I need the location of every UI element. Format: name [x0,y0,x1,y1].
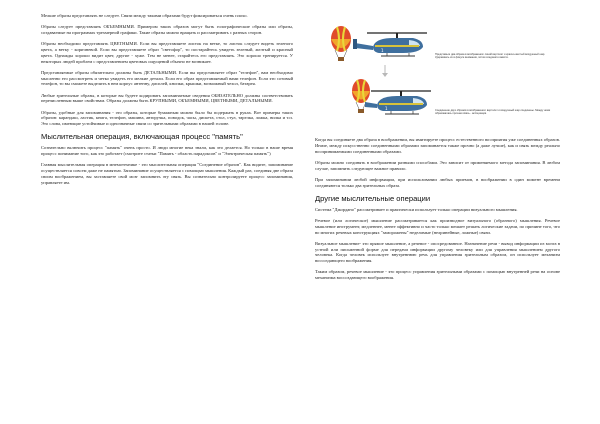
figure-caption: Представьте два образа в воображении: синий вертолет и красно-желтый воздушный шар. Удерживать их в фокусе внимания, потом соедините вместе. [435,53,546,60]
helicopter-top [353,33,427,56]
svg-text:1: 1 [381,48,384,53]
svg-text:1: 1 [385,106,388,111]
paragraph: Речевое (или логическое) мышление рассматривается как производное визуального (образного) мышления. Речевое мышление инструмент, медленнее, менее эффективно и часто только мешает решать логические задачи, по причине того, что во многих речевых конструкциях "заморожены" неделимые (нелринейные, ложные) связи. [315,217,560,235]
helicopter-bottom [365,91,431,114]
paragraph: Представляемые образы обязательно должны быть ДЕТАЛЬНЫМИ. Если вы представляете образ "телефон", вам необходимо мысленно его рассмотреть и четко увидеть его мелкие детали. Если его образ представляемый вами телефон. Если это сотовый телефон, то вы сможете выделить в нем корпус антенну, дисплей, кнопки, крышки, возможный чехол, батарея. [41,69,293,87]
left-column [41,13,293,191]
balloon-bottom [352,79,370,113]
section-heading: Мыслительная операция, включающая процесс "память" [41,132,243,142]
paragraph: Образы можно соединять в воображении разными способами. Это зависит от применяемого метода запоминания. В любом случае, запомнить следующее важное правило. [315,159,560,171]
paragraph: Образы следует представлять ОБЪЕМНЫМИ. Примером таких образов могут быть голографические образы или образы, создаваемые на программах трехмерной графики. Такие образы можно вращать и рассматривать с разных сторон. [41,24,293,35]
paragraph: Таким образом, речевое мышление - это процесс управления зрительными образами с помощью внутренней речи на основе механизма воссоздающего воображения. [315,269,560,281]
section-heading: Другие мыслительные операции [315,193,431,203]
paragraph: Визуальное мышление- это прямое мышление, а речевое - опосредованное. Назначение речи - вывод информации из мозга в устной или письменной форме для передачи информации другому человеку или для управления мышлением другого человека. Когда человек использует внутреннюю речь для управления зрительным образом, он использует механизм воссоздающего воображения. [315,240,560,264]
paragraph: При запоминании любой информации, при использовании любых приемов, в воображении в один момент времени соединяются только два зрительных образа. [315,176,560,188]
paragraph: Сознательно включить процесс "память" очень просто. И люди многие века знали, как это делается. Но только в наше время процесс понимание того, как это работает (смотрите статьи "Память - область парадоксов" и "Электрическая память") [41,145,293,157]
figure-caption: Соединение двух образов в воображении: вертолет и воздушный шар соединены. Между ними образовалась прочная связь - ассоциация. [435,109,551,116]
paragraph: Образы, удобные для запоминания - это образы, которые бумажным можно было бы подержать в руках. Вот примеры таких образов: карандаш, ластик, книга, телефон, машина, авторучка, поводок, часы, дискета, стол, стул, тарелка, ложка, вилка и т.п. Это слова, имеющие устойчивые и однозначные связи со зрительными образами в нашей голове. [41,109,293,127]
helicopter-balloon-illustration [315,13,560,133]
paragraph: Система "Джордано" рассматривает и практически использует только операции визуального мышления. [315,206,518,212]
paragraph: Образы необходимо представлять ЦВЕТНЫМИ. Если вы представляете листок на ветке, то листок следует видеть зеленого цвета, а ветку - коричневой. Если вы представляете образ "светофор", то постарайтесь увидеть зеленый, желтый и красный цвета. Однажды хорошо видит цвет, другие - хуже. Тем не менее, старайтесь его представлять. Это хорошо тренируется. У некоторых людей проблем с представлением цветовых ощущений обычно не возникает. [41,41,293,64]
right-column [315,13,560,286]
balloon-top [331,26,351,61]
paragraph: Любые зрительные образы, в которые вы будете кодировать запоминаемые сведения ОБЯЗАТЕЛЬНО должны соответствовать перечисленным выше свойствам. Образы должны быть КРУПНЫМИ, ОБЪЕМНЫМИ, ЦВЕТНЫМИ, ДЕТАЛЬНЫМИ. [41,92,293,104]
paragraph: Мелкие образы представлять не следует. Связи между такими образами будут фиксироваться очень плохо. [41,13,248,18]
paragraph: Когда вы соединяете два образа в воображении, вы имитируете процесс естественного восприятия уже соединенных образов. Иначе, между искусственно соединенными образами запоминается также прочно (а даже лучше), как и связь между реально воспринимаемыми соединенными образами. [315,137,560,154]
paragraph: Главная мыслительная операция в мнемотехнике - это мыслительная операция "Соединение образов". Как видите, запоминание осуществляется совсем даже не памятью. Запоминание осуществляется с помощью мышления. Каждый раз, соединяя две образа своим воображением, вы заставляете свой мозг запомнить эту связь. Вы сознательно контролируете процесс запоминания, управляете им. [41,162,293,185]
